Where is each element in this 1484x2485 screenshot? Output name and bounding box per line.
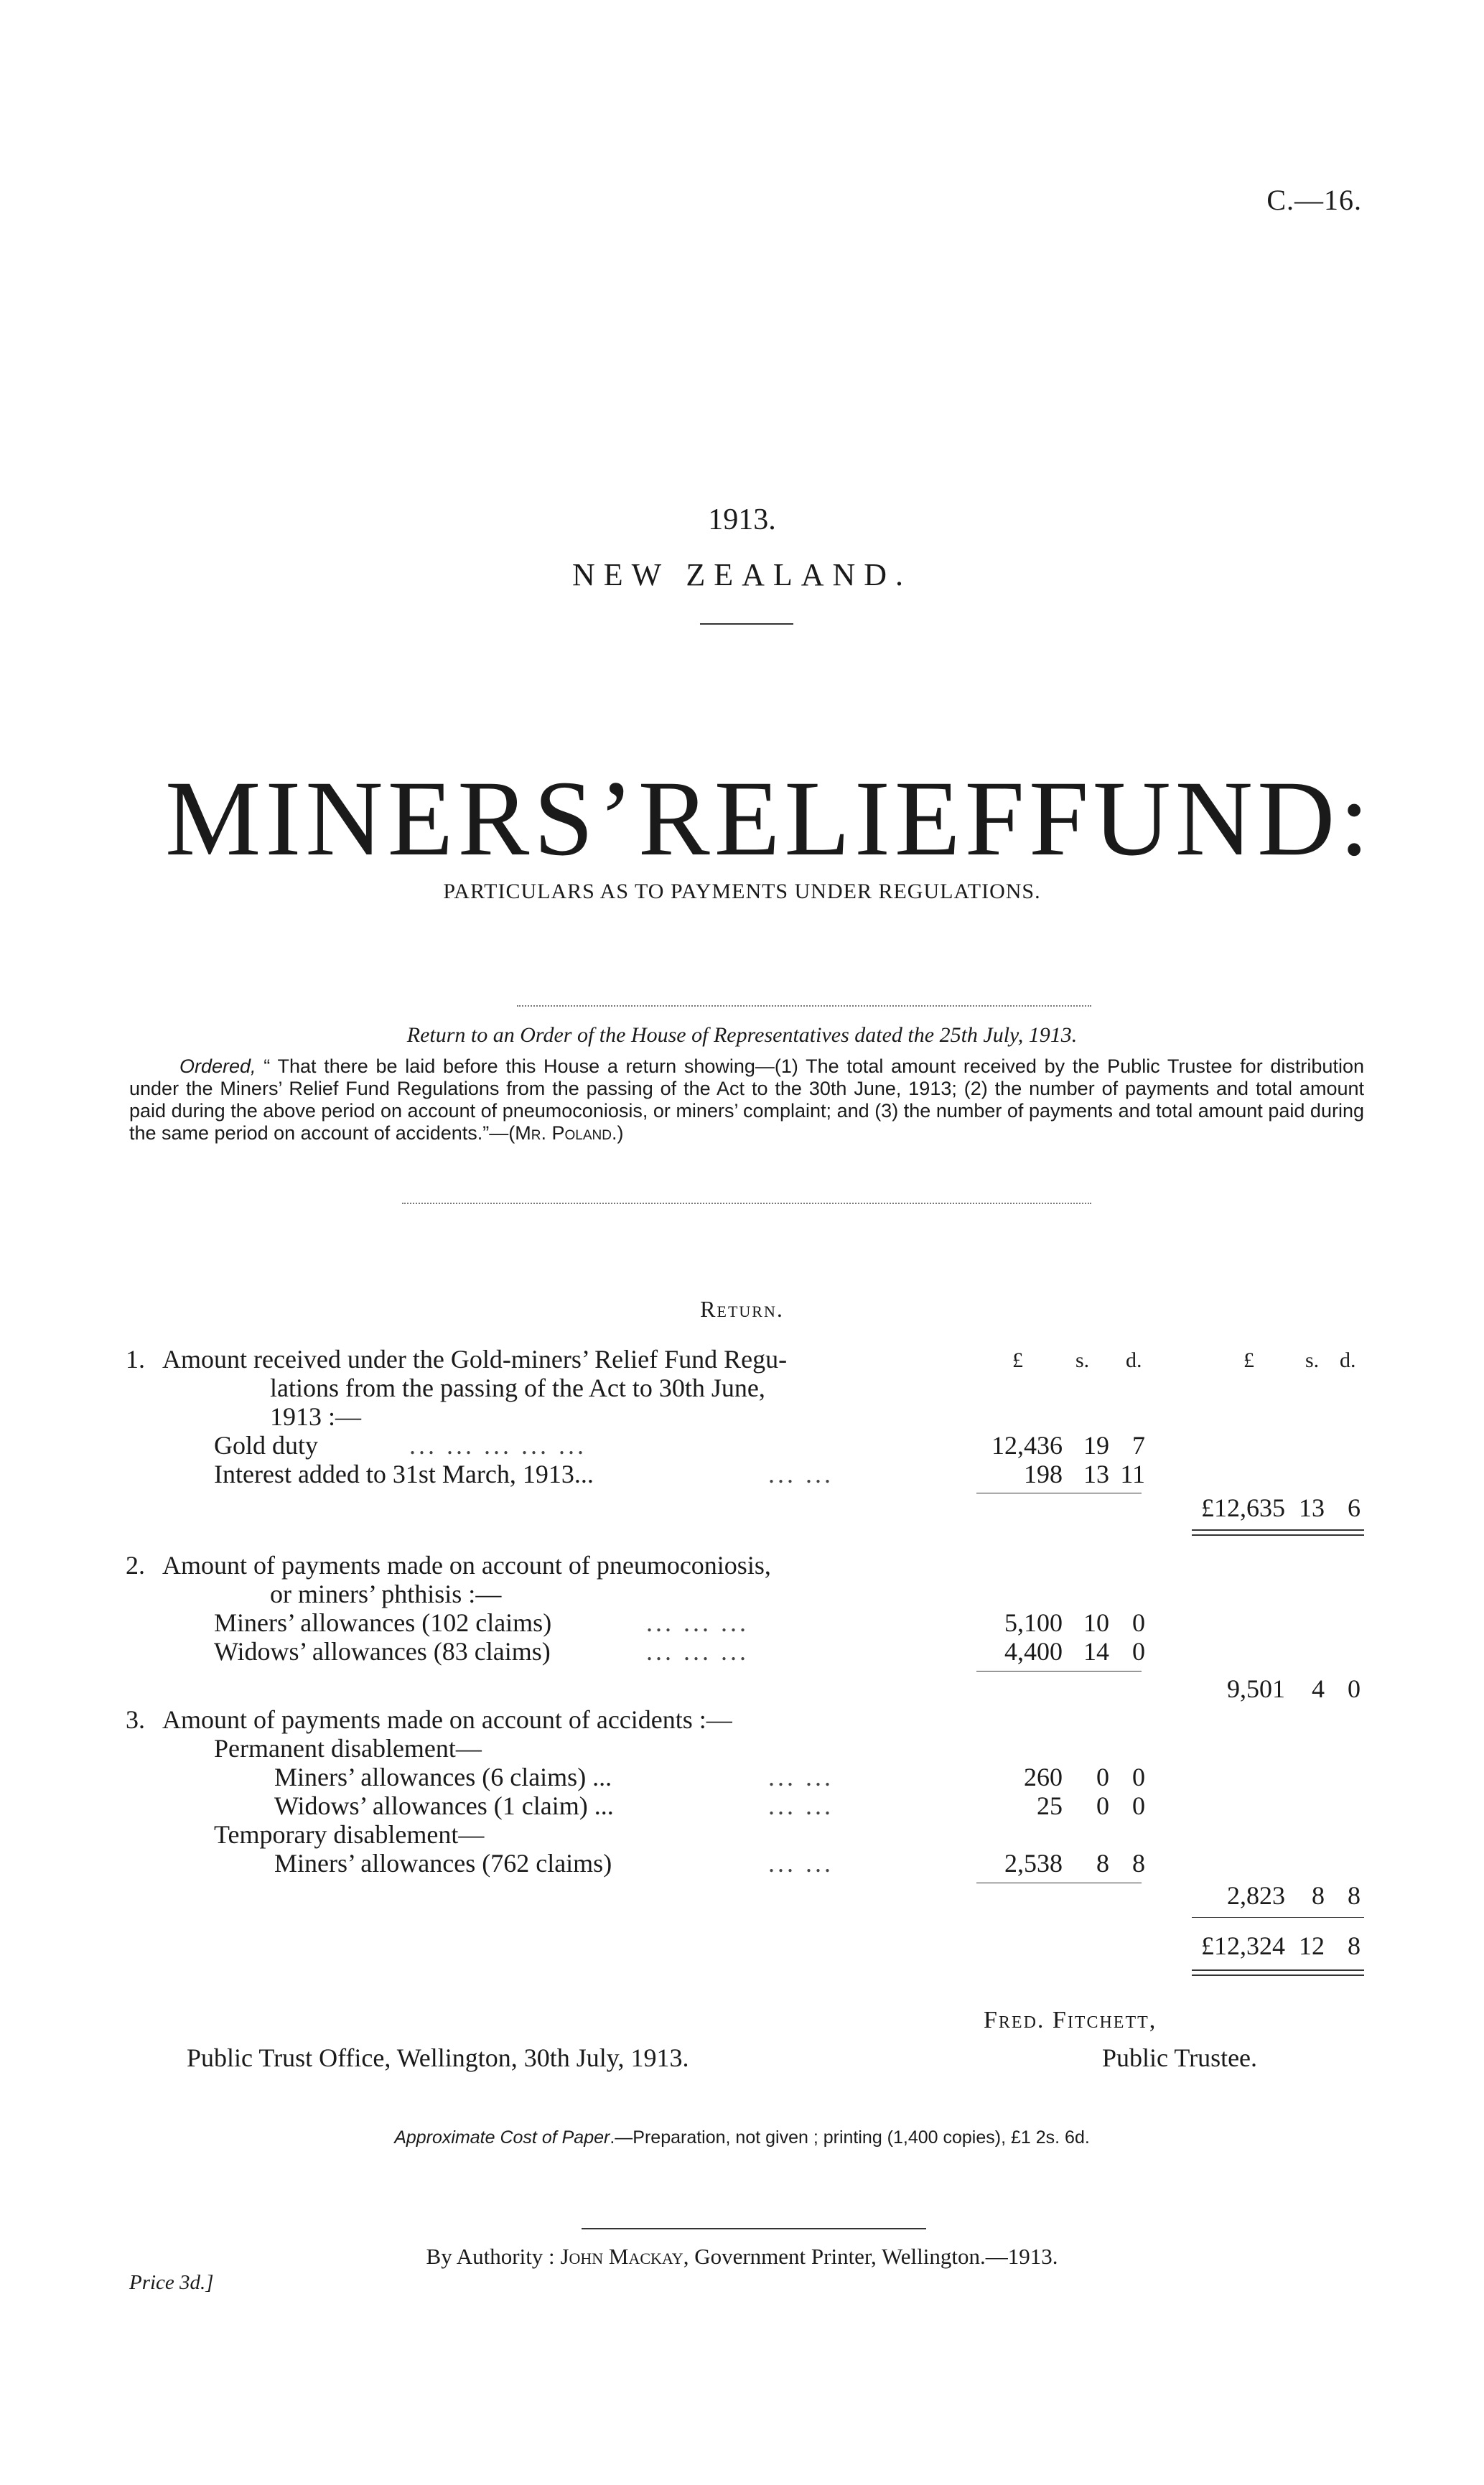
title-word-2: RELIEF xyxy=(638,759,1030,878)
printer-name: John Mackay xyxy=(560,2244,683,2269)
grand-total-shillings: 12 xyxy=(1299,1931,1325,1960)
amount-shillings: 13 xyxy=(1083,1460,1109,1488)
ordered-text: “ That there be laid before this House a return showing—(1) The total amount received by the Public Trustee for distribution under the Miners’ Relief Fund Regulations from the passing of the Act to the 30th June, 1913; (2) the number of payments and total amount paid during the above period on account of pneumoconiosis, or miners’ complaint; and (3) the number of payments and total amount paid during the same period on account of accidents.”—( xyxy=(129,1055,1364,1144)
amount-shillings: 0 xyxy=(1096,1763,1109,1791)
authority-line xyxy=(0,2244,1484,2270)
item-number: 1. xyxy=(126,1345,145,1374)
document-reference: C.—16. xyxy=(1266,184,1362,216)
row-label: Miners’ allowances (6 claims) ... xyxy=(274,1763,612,1791)
item1-line3: 1913 :— xyxy=(270,1402,362,1431)
signatory-name: Fred. Fitchett, xyxy=(984,2007,1157,2033)
grand-total-double-rule xyxy=(1192,1975,1364,1976)
col-shilling-1: s. xyxy=(1075,1348,1090,1372)
col-shilling-2: s. xyxy=(1305,1348,1320,1372)
cost-of-paper-note xyxy=(0,2127,1484,2148)
total-pence: 8 xyxy=(1348,1881,1361,1910)
signatory-title: Public Trustee. xyxy=(1102,2043,1258,2072)
grand-total-pounds: £12,324 xyxy=(1201,1931,1285,1960)
amount-pounds: 5,100 xyxy=(1004,1608,1063,1637)
amount-shillings: 8 xyxy=(1096,1849,1109,1878)
year-heading: 1913. xyxy=(708,503,776,536)
total-double-rule xyxy=(1192,1534,1364,1536)
total-shillings: 8 xyxy=(1312,1881,1325,1910)
amount-pounds: 198 xyxy=(1024,1460,1063,1488)
amount-shillings: 0 xyxy=(1096,1791,1109,1820)
row-label: Miners’ allowances (102 claims) xyxy=(214,1608,552,1637)
item-number: 3. xyxy=(126,1705,145,1734)
col-pence-2: d. xyxy=(1340,1348,1356,1372)
title-word-1: MINERS’ xyxy=(165,759,638,878)
country-heading: NEW ZEALAND. xyxy=(571,557,913,592)
leader-dots: ... ... xyxy=(768,1791,834,1820)
total-pounds: 2,823 xyxy=(1227,1881,1285,1910)
amount-pence: 0 xyxy=(1132,1791,1145,1820)
mover-name: Mr. Poland xyxy=(515,1122,612,1144)
leader-dots: ... ... ... xyxy=(646,1608,749,1637)
row-label: Miners’ allowances (762 claims) xyxy=(274,1849,612,1878)
main-title xyxy=(165,759,1374,878)
order-heading: Return to an Order of the House of Representatives dated the 25th July, 1913. xyxy=(406,1023,1078,1047)
col-pound-2: £ xyxy=(1243,1348,1254,1372)
amount-pence: 0 xyxy=(1132,1763,1145,1791)
row-label: Widows’ allowances (83 claims) xyxy=(214,1637,551,1666)
order-divider-top xyxy=(517,1005,1091,1007)
leader-dots: ... ... xyxy=(768,1763,834,1791)
amount-pence: 8 xyxy=(1132,1849,1145,1878)
footer-divider xyxy=(582,2228,926,2229)
item1-line1: Amount received under the Gold-miners’ Relief Fund Regu- xyxy=(162,1345,788,1374)
authority-rest: , Government Printer, Wellington.—1913. xyxy=(683,2244,1058,2269)
grand-total-double-rule xyxy=(1192,1969,1364,1971)
col-pound-1: £ xyxy=(1012,1348,1023,1372)
amount-pounds: 260 xyxy=(1024,1763,1063,1791)
item1-line2: lations from the passing of the Act to 30th June, xyxy=(270,1374,765,1402)
header-divider xyxy=(700,623,793,625)
total-pounds: £12,635 xyxy=(1201,1493,1285,1522)
leader-dots: ... ... ... xyxy=(646,1637,749,1666)
amount-shillings: 14 xyxy=(1083,1637,1109,1666)
total-shillings: 4 xyxy=(1312,1674,1325,1703)
total-double-rule xyxy=(1192,1529,1364,1531)
total-shillings: 13 xyxy=(1299,1493,1325,1522)
authority-label: By Authority : xyxy=(426,2244,561,2269)
col-pence-1: d. xyxy=(1126,1348,1142,1372)
row-label: Widows’ allowances (1 claim) ... xyxy=(274,1791,614,1820)
subtotal-rule xyxy=(976,1671,1142,1672)
order-divider-bottom xyxy=(402,1203,1091,1204)
amount-pounds: 12,436 xyxy=(991,1431,1063,1460)
total-pence: 6 xyxy=(1348,1493,1361,1522)
amount-pounds: 4,400 xyxy=(1004,1637,1063,1666)
place-date: Public Trust Office, Wellington, 30th July, 1913. xyxy=(187,2043,689,2072)
ordered-label: Ordered, xyxy=(179,1055,256,1077)
ordered-close: .) xyxy=(611,1122,624,1144)
amount-pounds: 2,538 xyxy=(1004,1849,1063,1878)
permanent-disablement-label: Permanent disablement— xyxy=(214,1734,482,1763)
item2-line2: or miners’ phthisis :— xyxy=(270,1580,502,1608)
item2-line1: Amount of payments made on account of pneumoconiosis, xyxy=(162,1551,771,1580)
item3-line1: Amount of payments made on account of accidents :— xyxy=(162,1705,732,1734)
total-pence: 0 xyxy=(1348,1674,1361,1703)
grand-total-pence: 8 xyxy=(1348,1931,1361,1960)
leader-dots: ... ... xyxy=(768,1460,834,1488)
leader-dots: ... ... xyxy=(768,1849,834,1878)
title-word-3: FUND: xyxy=(1029,759,1374,878)
grand-total-rule xyxy=(1192,1917,1364,1918)
amount-shillings: 19 xyxy=(1083,1431,1109,1460)
price-note: Price 3d.] xyxy=(129,2271,214,2294)
amount-pounds: 25 xyxy=(1037,1791,1063,1820)
subtitle: PARTICULARS AS TO PAYMENTS UNDER REGULATIONS. xyxy=(443,880,1041,903)
cost-text: .—Preparation, not given ; printing (1,400 copies), £1 2s. 6d. xyxy=(610,2127,1090,2148)
total-pounds: 9,501 xyxy=(1227,1674,1285,1703)
leader-dots: ... ... ... ... ... xyxy=(409,1431,587,1460)
row-label: Interest added to 31st March, 1913... xyxy=(214,1460,594,1488)
order-paragraph xyxy=(129,1055,1364,1144)
amount-pence: 0 xyxy=(1132,1637,1145,1666)
amount-pence: 0 xyxy=(1132,1608,1145,1637)
temporary-disablement-label: Temporary disablement— xyxy=(214,1820,485,1849)
return-heading: Return. xyxy=(700,1296,784,1322)
amount-pence: 7 xyxy=(1132,1431,1145,1460)
amount-shillings: 10 xyxy=(1083,1608,1109,1637)
amount-pence: 11 xyxy=(1120,1460,1145,1488)
cost-label: Approximate Cost of Paper xyxy=(394,2127,610,2148)
item-number: 2. xyxy=(126,1551,145,1580)
row-label: Gold duty xyxy=(214,1431,319,1460)
